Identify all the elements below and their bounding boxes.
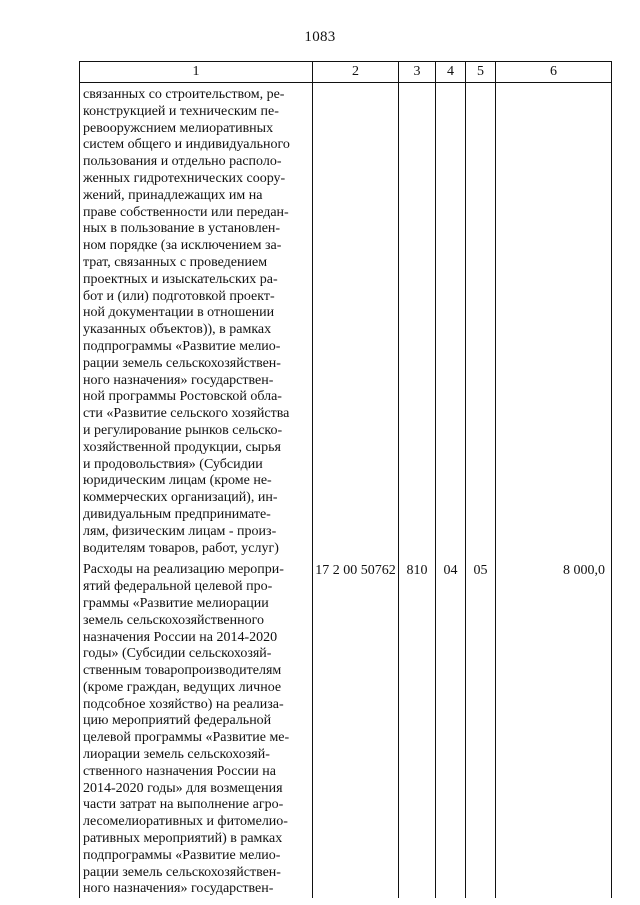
page-number: 1083 xyxy=(304,29,336,45)
rz-cell xyxy=(436,83,466,558)
row-description: Расходы на реализацию меропри- ятий федеральной целевой про- граммы «Развитие мелиорации земель сельскохозяйственного назначения России на 2014-2020 годы» (Субсидии сельскохозяй- ственным товаропроизводителям (кроме граждан, ведущих личное подсобное хозяйство) на реализа- цию мероприятий федеральной целевой программы «Развитие ме- лиорации земель сельскохозяй- ственного назначения России на 2014-2020 годы» для возмещения части затрат на выполнение агро- лесомелиоративных и фитомелио- ративных мероприятий) в рамках подпрограммы «Развитие мелио- рации земель сельскохозяйствен- ного назначения» государствен- xyxy=(83,562,290,897)
pr-cell xyxy=(466,83,496,558)
code-cell xyxy=(313,557,399,898)
header-row xyxy=(80,62,612,83)
subsection: 05 xyxy=(473,563,488,579)
header-col-3: 3 xyxy=(399,62,436,83)
description-cell xyxy=(80,557,313,898)
row-description: связанных со строительством, ре- конструкцией и техническим пе- ревооружснием мелиоративных систем общего и индивидуального пользования и отдельно располо- женных гидротехнических соору- жений, принадлежащих им на праве собственности или передан- ных в пользование в установлен- ном порядке (за исключением за- трат, связанных с проведением проектных и изыскательских ра- бот и (или) подготовкой проект- ной документации в отношении указанных объектов)), в рамках подпрограммы «Развитие мелио- рации земель сельскохозяйствен- ного назначения» государствен- ной программы Ростовской обла- сти «Развитие сельского хозяйства и регулирование рынков сельско- хозяйственной продукции, сырья и продовольствия» (Субсидии юридическим лицам (кроме не- коммерческих организаций), ин- дивидуальным предпринимате- лям, физическим лицам - произ- водителям товаров, работ, услуг) xyxy=(83,87,290,556)
description-cell xyxy=(80,83,313,558)
vr-cell xyxy=(399,557,436,898)
code-cell xyxy=(313,83,399,558)
sum-cell xyxy=(496,557,612,898)
header-col-5: 5 xyxy=(466,62,496,83)
table-row xyxy=(80,557,612,898)
target-code: 17 2 00 50762 xyxy=(315,563,396,579)
budget-table xyxy=(79,61,612,898)
header-col-4: 4 xyxy=(436,62,466,83)
header-col-1: 1 xyxy=(80,62,313,83)
amount: 8 000,0 xyxy=(563,563,605,579)
rz-cell xyxy=(436,557,466,898)
table-row xyxy=(80,83,612,558)
pr-cell xyxy=(466,557,496,898)
header-col-2: 2 xyxy=(313,62,399,83)
header-col-6: 6 xyxy=(496,62,612,83)
expense-type: 810 xyxy=(406,563,428,579)
section: 04 xyxy=(443,563,458,579)
vr-cell xyxy=(399,83,436,558)
sum-cell xyxy=(496,83,612,558)
